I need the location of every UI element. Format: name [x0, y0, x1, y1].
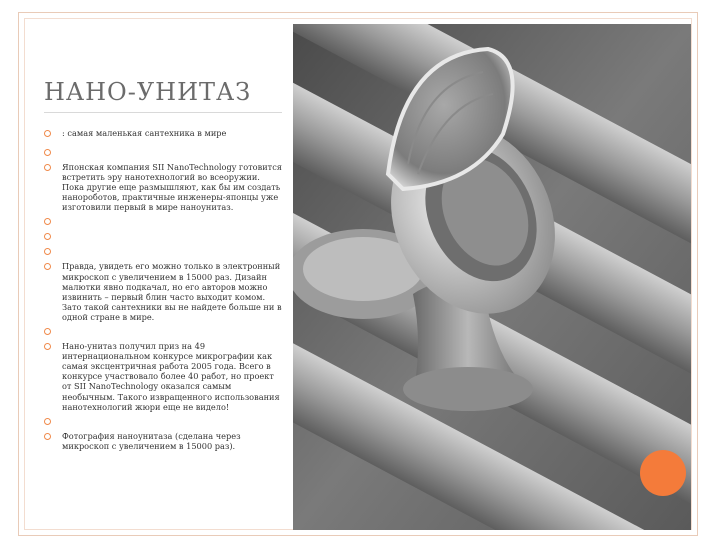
bullet-text: : самая маленькая сантехника в мире: [62, 128, 227, 138]
bullet-circle-icon: [44, 233, 51, 240]
bullet-item-empty: [44, 147, 284, 162]
bullet-item: [44, 261, 284, 322]
bullet-text: Японская компания SII NanoTechnology готовится встретить эру нанотехнологий во всеоружии. Пока другие еще размышляют, как бы им создать нанороботов, практичные инженеры-японцы уже изготовили первый в мире наноунитаз.: [62, 162, 282, 213]
slide-title: НАНО-УНИТАЗ: [44, 78, 252, 106]
bullet-item: [44, 162, 284, 212]
bullet-list: [44, 128, 284, 455]
bullet-circle-icon: [44, 328, 51, 335]
bullet-circle-icon: [44, 433, 51, 440]
bullet-circle-icon: [44, 149, 51, 156]
bullet-circle-icon: [44, 218, 51, 225]
bullet-text: Правда, увидеть его можно только в электронный микроскоп с увеличением в 15000 раз. Дизайн малютки явно подкачал, но его авторов можно извинить – первый блин часто выходит комом. Зато такой сантехники вы не найдете больше ни в одной стране в мире.: [62, 261, 282, 322]
title-underline: [44, 112, 282, 113]
bullet-circle-icon: [44, 418, 51, 425]
bullet-item: [44, 128, 284, 143]
bullet-item-empty: [44, 216, 284, 231]
bullet-circle-icon: [44, 248, 51, 255]
bullet-circle-icon: [44, 343, 51, 350]
bullet-text: Фотография наноунитаза (сделана через микроскоп с увеличением в 15000 раз).: [62, 430, 241, 451]
bullet-circle-icon: [44, 164, 51, 171]
bullet-item-empty: [44, 416, 284, 431]
bullet-circle-icon: [44, 130, 51, 137]
bullet-item-empty: [44, 246, 284, 261]
bullet-item-empty: [44, 231, 284, 246]
bullet-circle-icon: [44, 263, 51, 270]
accent-circle: [640, 450, 686, 496]
bullet-text: Нано-унитаз получил приз на 49 интернациональном конкурсе микрографии как самая эксцентричная работа 2005 года. Всего в конкурсе участвовало более 40 работ, но проект от SII NanoTechnology оказался самым необычным. Такого извращенного использования нанотехнологий жюри еще не видело!: [62, 341, 280, 412]
bullet-item-empty: [44, 326, 284, 341]
bullet-item: [44, 341, 284, 412]
sem-nano-toilet-photo: [293, 24, 691, 530]
bullet-item: [44, 431, 284, 451]
